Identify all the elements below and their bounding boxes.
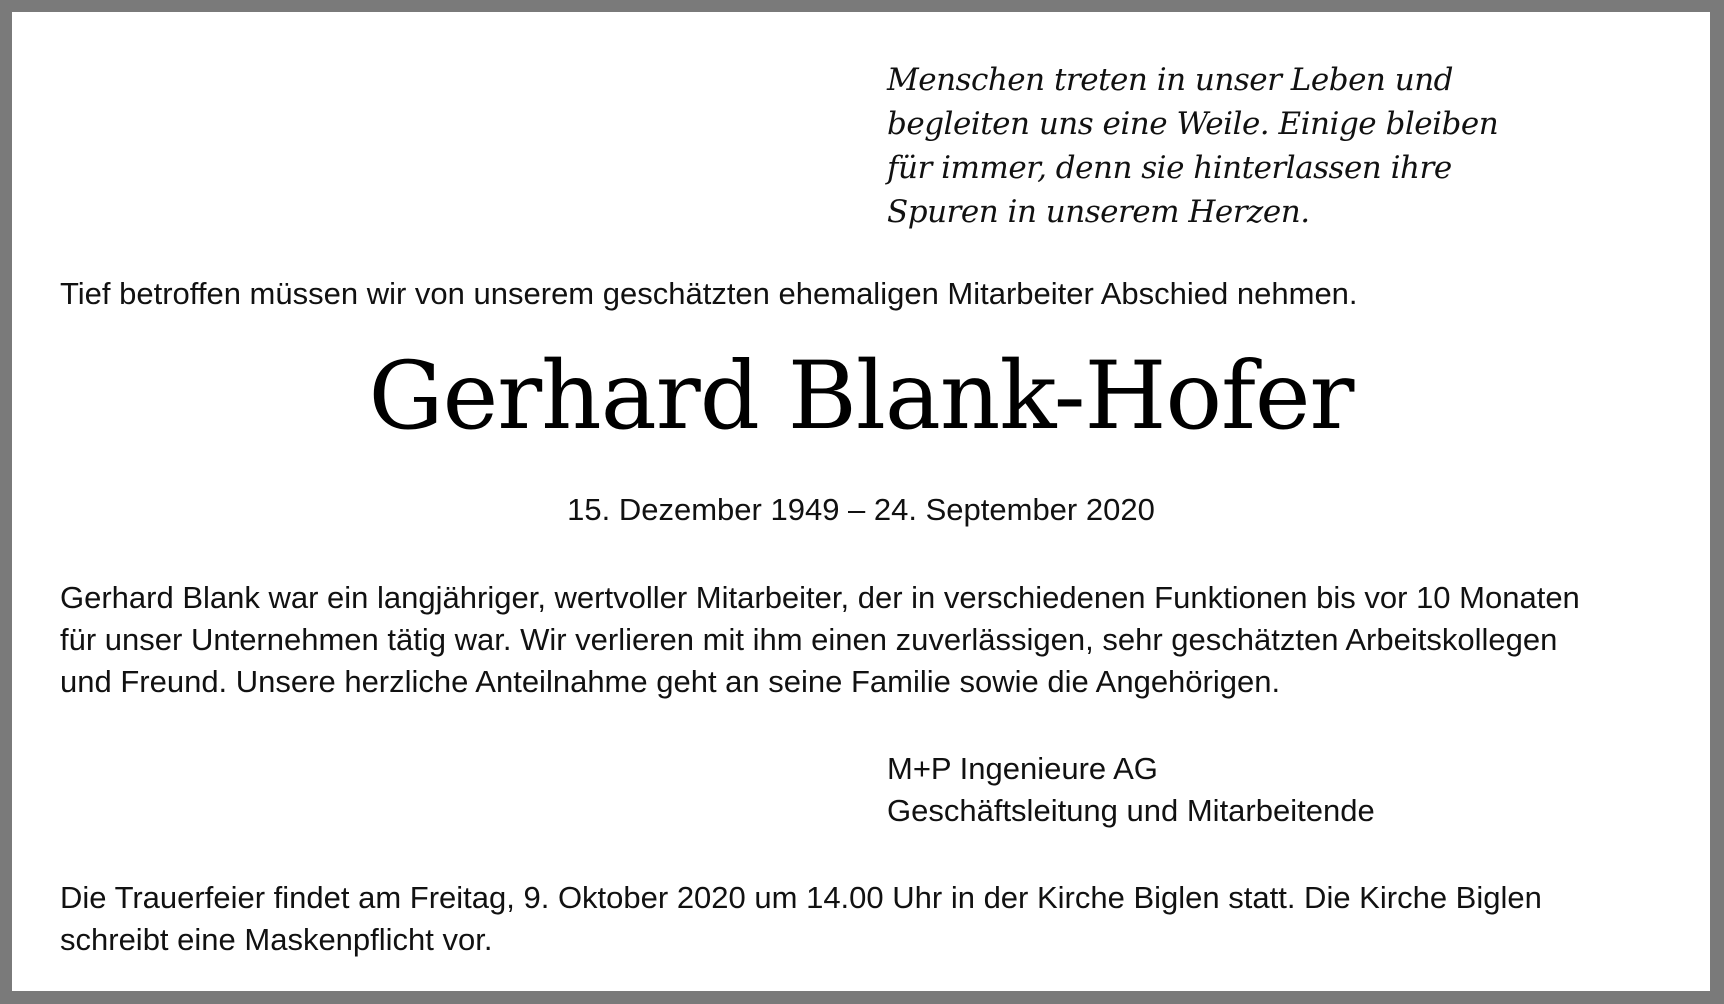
deceased-name: Gerhard Blank-Hofer xyxy=(368,342,1354,451)
company-name: M+P Ingenieure AG xyxy=(887,751,1158,786)
quote-line: Spuren in unserem Herzen. xyxy=(887,194,1310,230)
quote-line: Menschen treten in unser Leben und xyxy=(887,62,1454,98)
quote-line: begleiten uns eine Weile. Einige bleiben xyxy=(887,106,1499,142)
signature-block xyxy=(887,748,1375,832)
memorial-quote xyxy=(887,58,1647,234)
quote-line: für immer, denn sie hinterlassen ihre xyxy=(887,150,1452,186)
life-dates: 15. Dezember 1949 – 24. September 2020 xyxy=(567,492,1155,527)
tribute-text xyxy=(60,577,1680,703)
ceremony-info xyxy=(60,877,1680,961)
tribute-line: Gerhard Blank war ein langjähriger, wertvoller Mitarbeiter, der in verschiedenen Funktionen bis vor 10 Monaten xyxy=(60,580,1580,615)
ceremony-line: Die Trauerfeier findet am Freitag, 9. Oktober 2020 um 14.00 Uhr in der Kirche Biglen statt. Die Kirche Biglen xyxy=(60,880,1542,915)
tribute-line: für unser Unternehmen tätig war. Wir verlieren mit ihm einen zuverlässigen, sehr geschätzten Arbeitskollegen xyxy=(60,622,1558,657)
signature-team: Geschäftsleitung und Mitarbeitende xyxy=(887,793,1375,828)
obituary-notice xyxy=(12,12,1710,991)
ceremony-line: schreibt eine Maskenpflicht vor. xyxy=(60,922,493,957)
intro-text: Tief betroffen müssen wir von unserem geschätzten ehemaligen Mitarbeiter Abschied nehmen. xyxy=(60,276,1358,311)
tribute-line: und Freund. Unsere herzliche Anteilnahme geht an seine Familie sowie die Angehörigen. xyxy=(60,664,1281,699)
